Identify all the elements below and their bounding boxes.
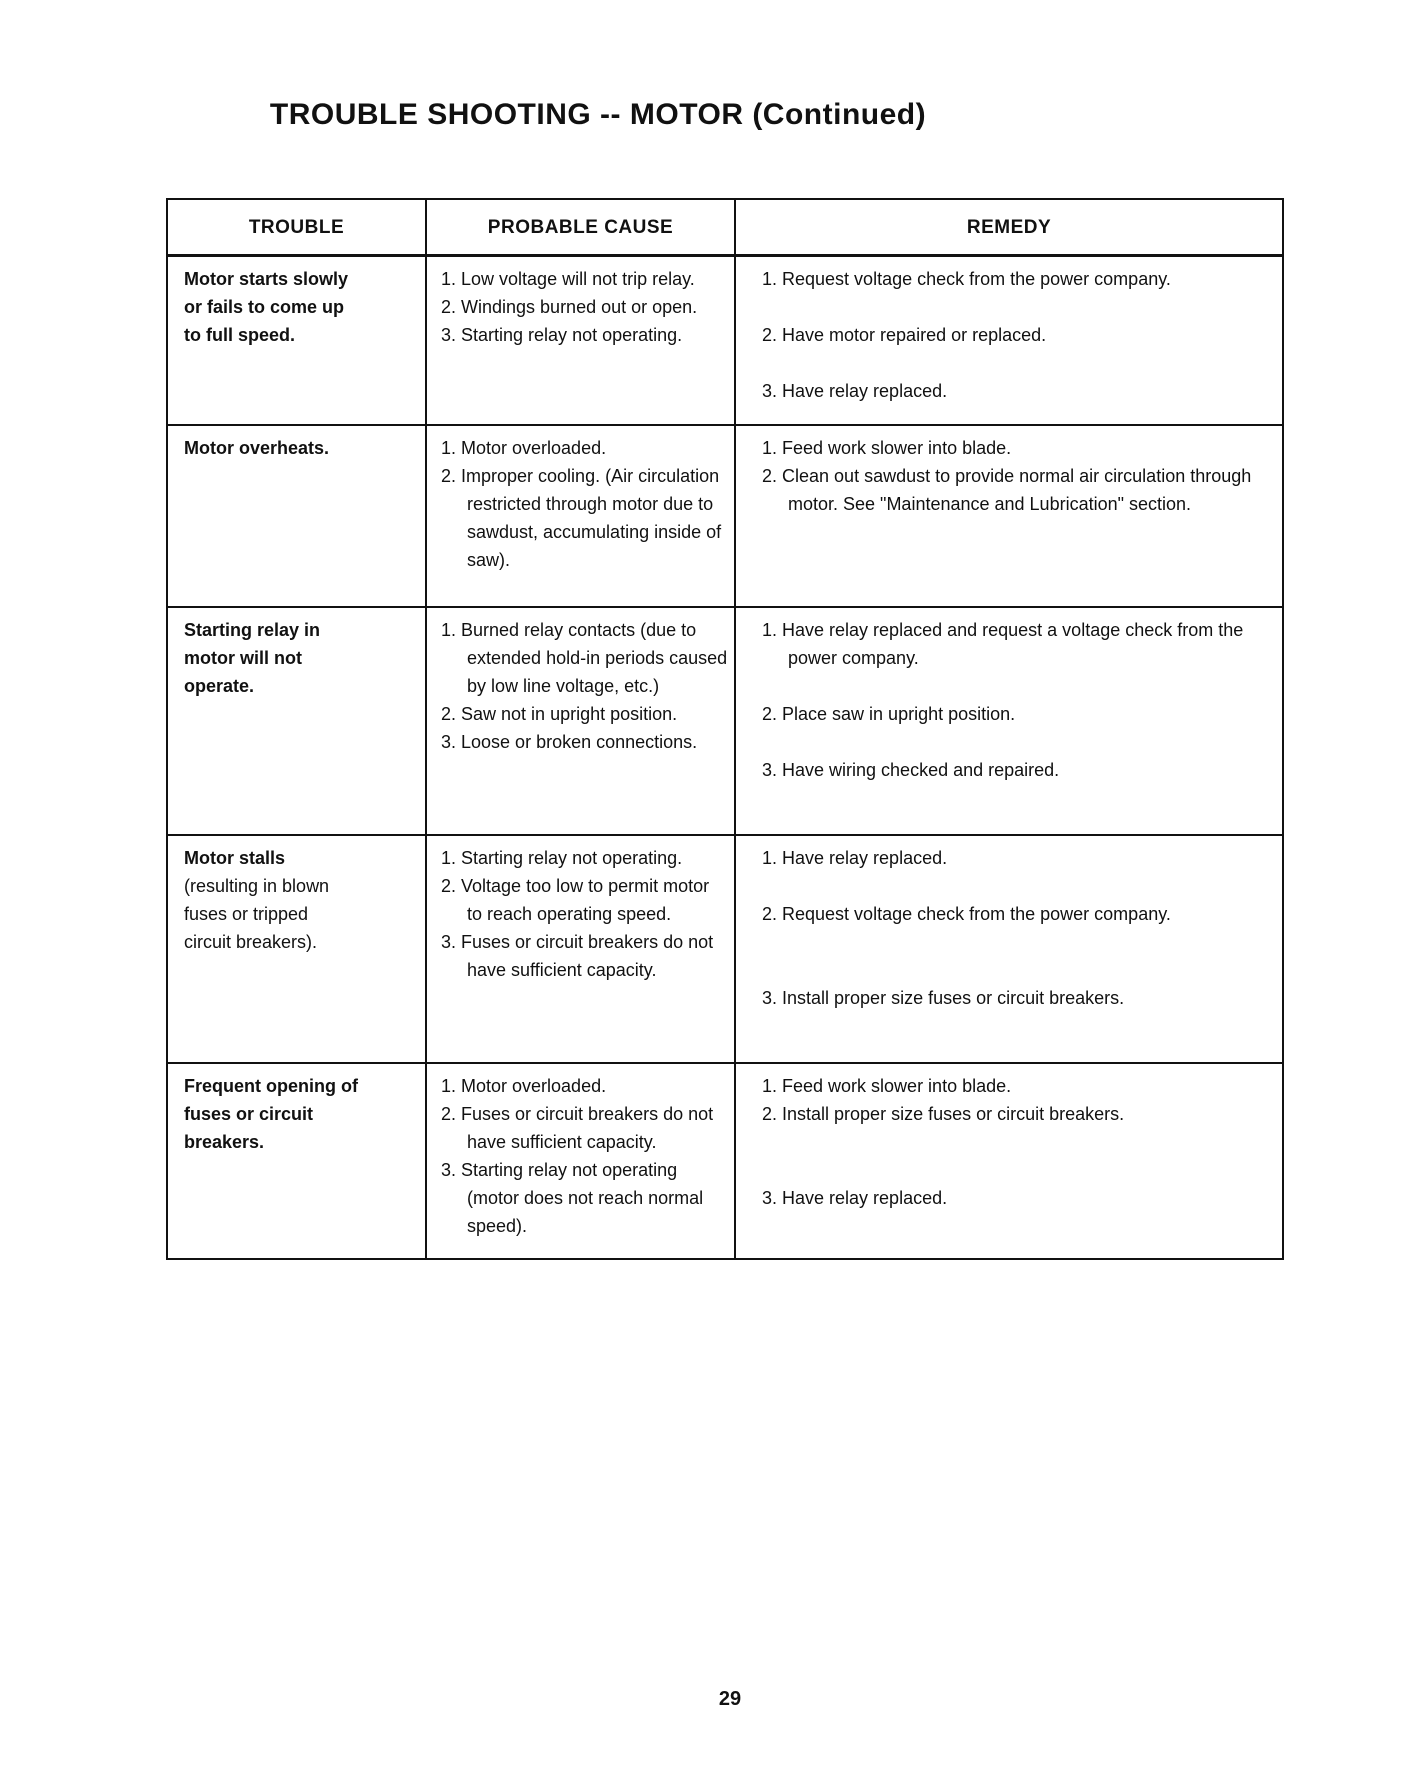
page-title: TROUBLE SHOOTING -- MOTOR (Continued) xyxy=(269,98,927,131)
cause-item: 3. Starting relay not operating. xyxy=(441,325,683,345)
trouble-text: motor will not xyxy=(184,647,302,668)
remedy-item: 2. Install proper size fuses or circuit breakers. xyxy=(762,1103,1125,1124)
remedy-item: 3. Have relay replaced. xyxy=(762,1187,948,1208)
trouble-text: to full speed. xyxy=(184,325,296,345)
remedy-cell xyxy=(735,835,1283,1063)
remedy-item: 1. Feed work slower into blade. xyxy=(762,1075,1012,1096)
cause-item: 1. Motor overloaded. xyxy=(441,1075,607,1096)
trouble-text: Motor stalls xyxy=(184,847,286,868)
trouble-text: or fails to come up xyxy=(184,297,345,317)
remedy-cell xyxy=(735,256,1283,425)
trouble-text: Frequent opening of xyxy=(184,1075,358,1096)
remedy-item: 3. Have relay replaced. xyxy=(762,381,948,401)
table-header-row xyxy=(167,199,1283,256)
trouble-text: (resulting in blown xyxy=(184,875,330,896)
table-row xyxy=(167,1063,1283,1259)
remedy-item: 3. Install proper size fuses or circuit breakers. xyxy=(762,987,1125,1008)
trouble-cell xyxy=(167,607,426,835)
trouble-text: Motor starts slowly xyxy=(184,269,349,289)
remedy-cell xyxy=(735,1063,1283,1259)
trouble-cell xyxy=(167,256,426,425)
page-number: 29 xyxy=(718,1688,742,1710)
remedy-item: 2. Request voltage check from the power company. xyxy=(762,903,1171,924)
cause-cell xyxy=(426,1063,735,1259)
cause-cell xyxy=(426,607,735,835)
remedy-item: 2. Have motor repaired or replaced. xyxy=(762,325,1047,345)
cause-item: 2. Fuses or circuit breakers do not have sufficient capacity. xyxy=(441,1103,714,1152)
trouble-text: fuses or circuit xyxy=(184,1103,314,1124)
trouble-text: operate. xyxy=(184,675,255,696)
table-row xyxy=(167,425,1283,607)
table-row xyxy=(167,256,1283,425)
header-remedy: REMEDY xyxy=(735,199,1283,256)
remedy-item: 1. Have relay replaced. xyxy=(762,847,948,868)
remedy-item: 1. Feed work slower into blade. xyxy=(762,437,1012,458)
table-row xyxy=(167,835,1283,1063)
trouble-cell xyxy=(167,1063,426,1259)
troubleshooting-table xyxy=(166,198,1284,1260)
trouble-text: breakers. xyxy=(184,1131,265,1152)
trouble-cell xyxy=(167,425,426,607)
remedy-item: 2. Place saw in upright position. xyxy=(762,703,1016,724)
remedy-item: 1. Have relay replaced and request a voltage check from the power company. xyxy=(762,619,1244,668)
header-trouble: TROUBLE xyxy=(167,199,426,256)
troubleshooting-table-container xyxy=(166,198,1282,1260)
cause-item: 2. Voltage too low to permit motor to reach operating speed. xyxy=(441,875,710,924)
cause-item: 2. Windings burned out or open. xyxy=(441,297,698,317)
remedy-item: 3. Have wiring checked and repaired. xyxy=(762,759,1060,780)
table-row xyxy=(167,607,1283,835)
cause-item: 2. Improper cooling. (Air circulation restricted through motor due to sawdust, accumulating inside of saw). xyxy=(441,465,722,570)
remedy-item: 2. Clean out sawdust to provide normal air circulation through motor. See "Maintenance and Lubrication" section. xyxy=(762,465,1252,514)
cause-cell xyxy=(426,256,735,425)
cause-item: 3. Starting relay not operating (motor does not reach normal speed). xyxy=(441,1159,704,1236)
cause-item: 3. Loose or broken connections. xyxy=(441,731,698,752)
remedy-item: 1. Request voltage check from the power company. xyxy=(762,269,1171,289)
header-probable-cause: PROBABLE CAUSE xyxy=(426,199,735,256)
cause-item: 3. Fuses or circuit breakers do not have sufficient capacity. xyxy=(441,931,714,980)
cause-item: 1. Burned relay contacts (due to extended hold-in periods caused by low line voltage, etc.) xyxy=(441,619,728,696)
remedy-cell xyxy=(735,607,1283,835)
cause-item: 2. Saw not in upright position. xyxy=(441,703,678,724)
trouble-text: fuses or tripped xyxy=(184,903,309,924)
remedy-cell xyxy=(735,425,1283,607)
trouble-text: Starting relay in xyxy=(184,619,321,640)
trouble-text: circuit breakers). xyxy=(184,931,318,952)
cause-item: 1. Starting relay not operating. xyxy=(441,847,683,868)
cause-item: 1. Low voltage will not trip relay. xyxy=(441,269,695,289)
cause-cell xyxy=(426,835,735,1063)
cause-cell xyxy=(426,425,735,607)
cause-item: 1. Motor overloaded. xyxy=(441,437,607,458)
trouble-cell xyxy=(167,835,426,1063)
trouble-text: Motor overheats. xyxy=(184,437,330,458)
